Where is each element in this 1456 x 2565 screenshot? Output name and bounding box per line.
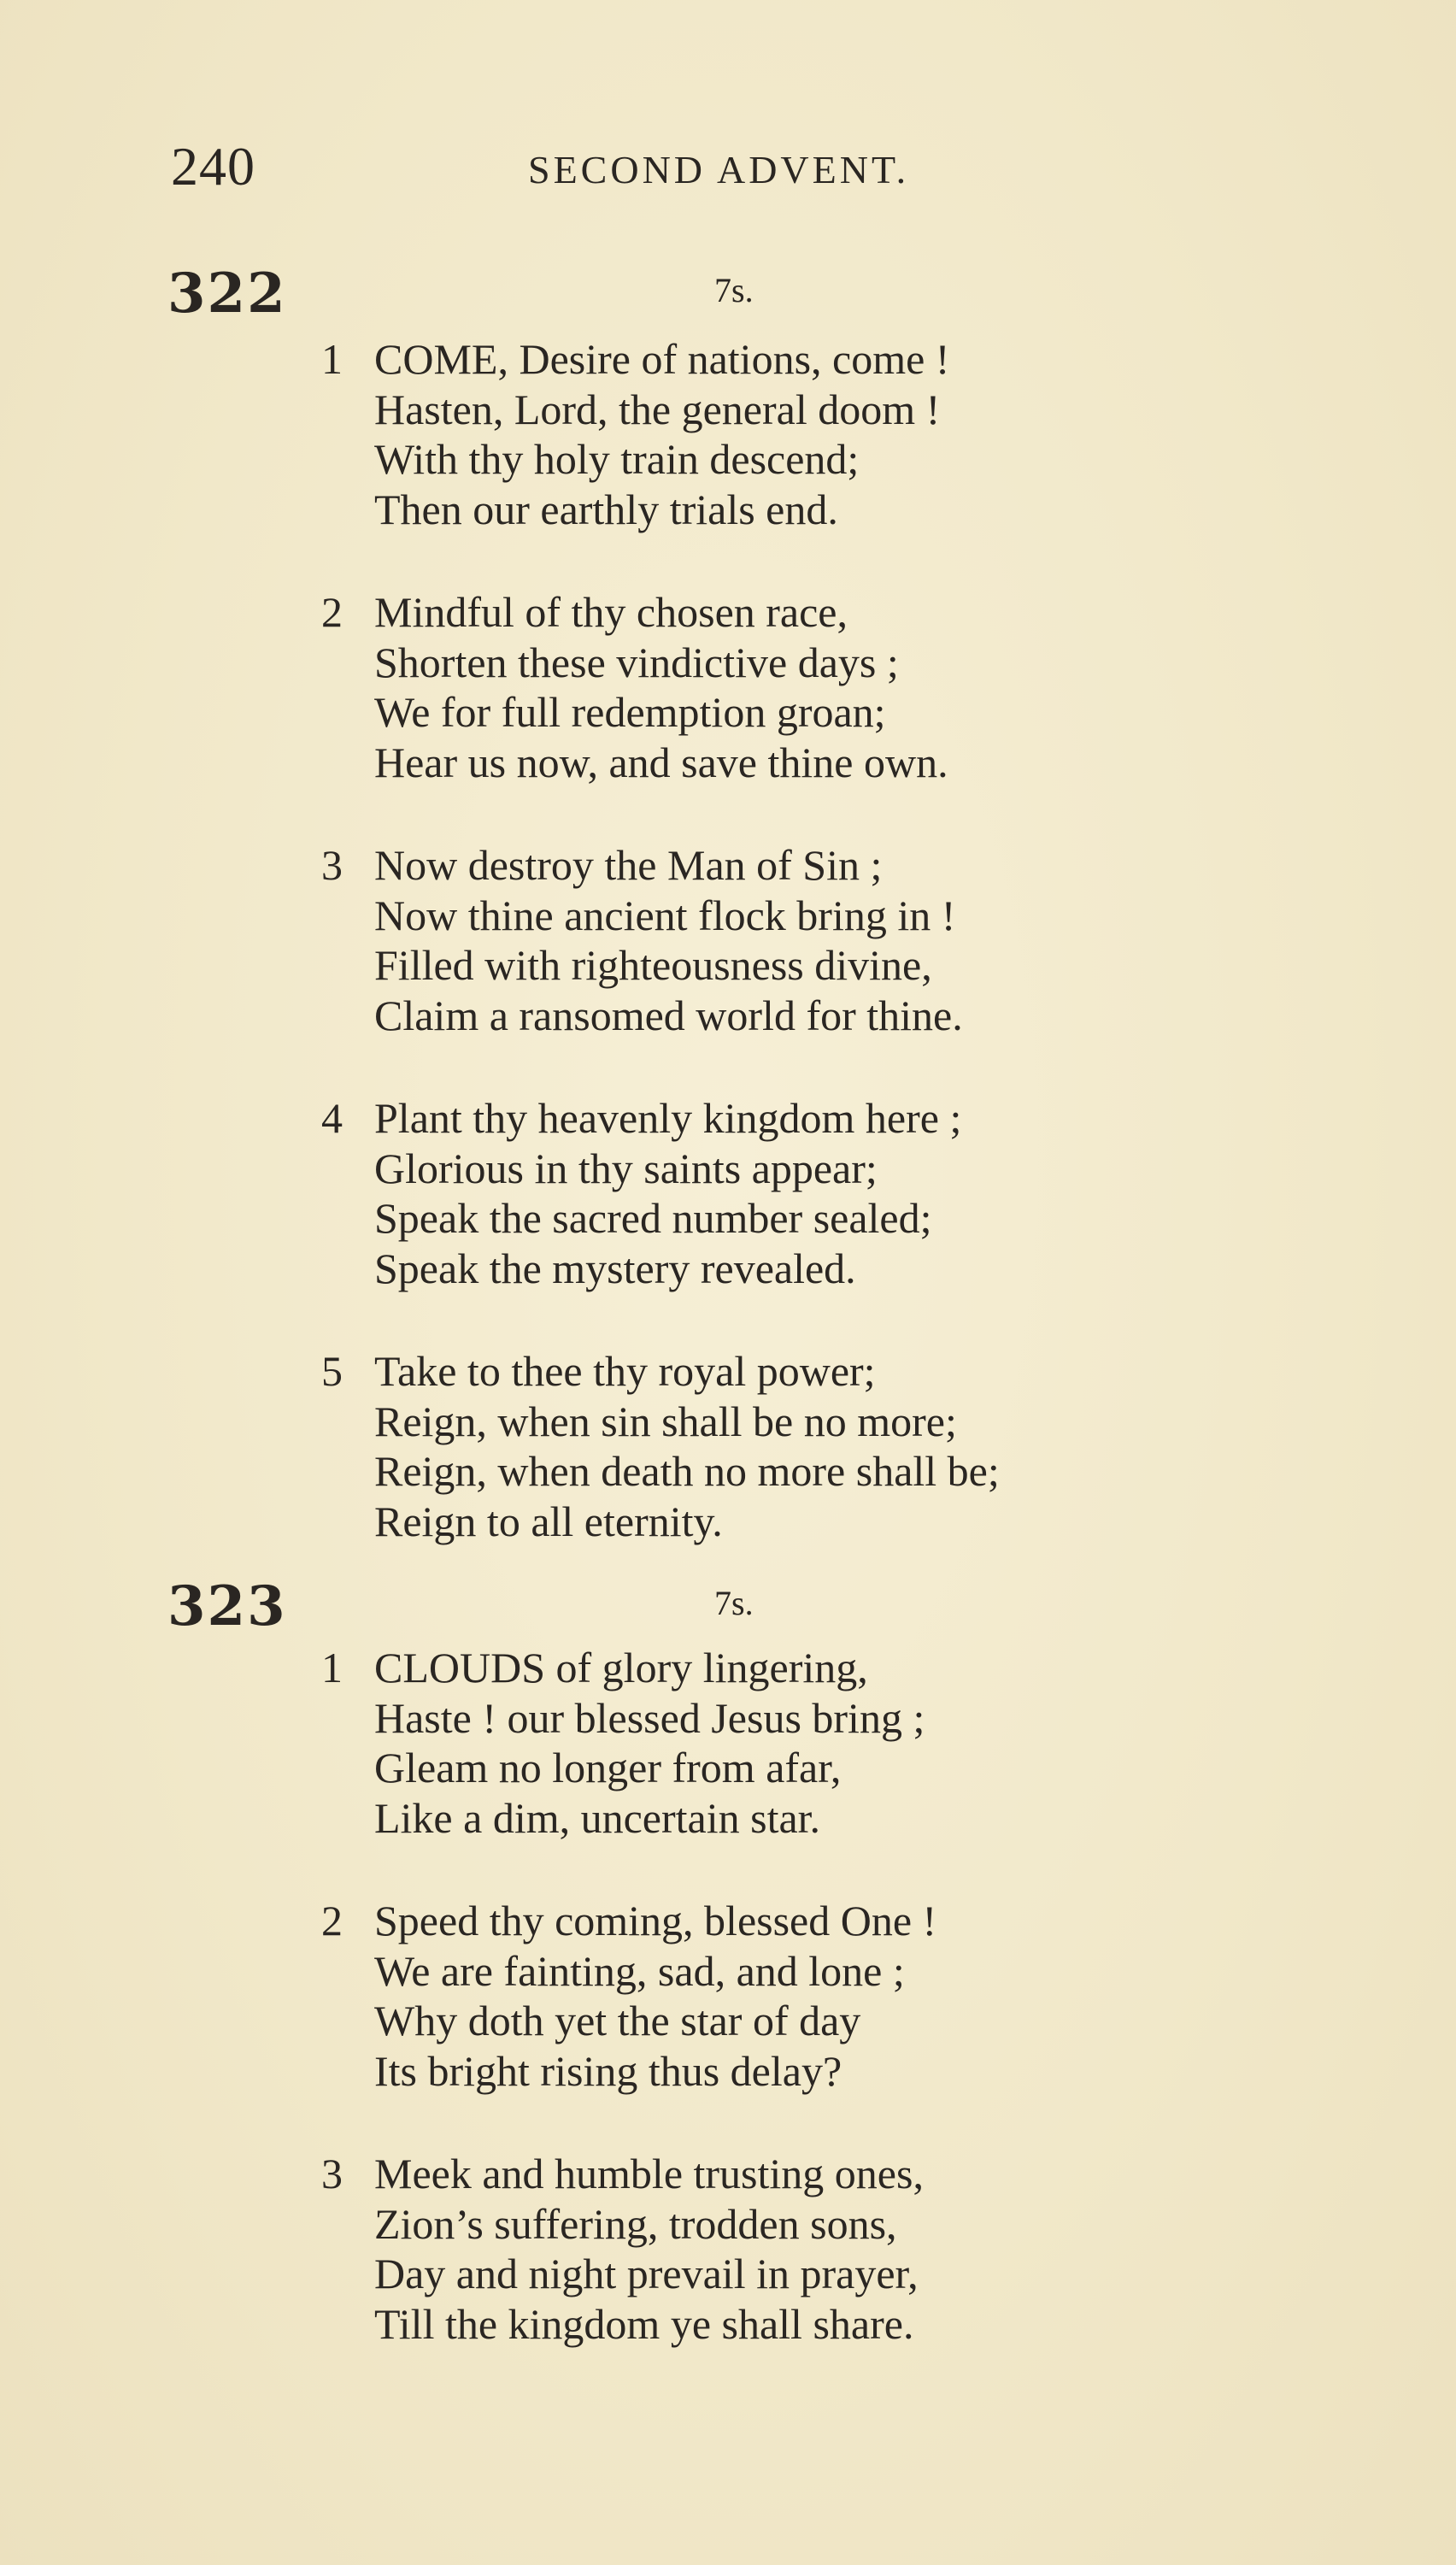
stanza-number: 5 — [321, 1347, 343, 1395]
verse-line: Its bright rising thus delay? — [374, 2046, 842, 2095]
hymn-meter: 7s. — [714, 271, 754, 309]
verse-line: Speak the sacred number sealed; — [374, 1194, 932, 1242]
stanza-number: 3 — [321, 2150, 343, 2197]
stanza-lines — [374, 1896, 936, 2096]
verse-line: Like a dim, uncertain star. — [374, 1793, 821, 1842]
verse-line: Filled with righteousness divine, — [374, 941, 932, 989]
verse-line: Then our earthly trials end. — [374, 485, 838, 533]
verse-line: Zion’s suffering, trodden sons, — [374, 2199, 897, 2248]
verse-line: Take to thee thy royal power; — [374, 1347, 876, 1395]
verse-line: Till the kingdom ye shall share. — [374, 2299, 914, 2348]
verse-line: We are fainting, sad, and lone ; — [374, 1946, 905, 1995]
stanza-lines — [374, 840, 963, 1040]
stanza-number: 3 — [321, 841, 343, 889]
verse-line: We for full redemption groan; — [374, 688, 886, 736]
verse-line: Hear us now, and save thine own. — [374, 738, 948, 786]
verse-line: Speak the mystery revealed. — [374, 1244, 856, 1292]
stanza-number: 4 — [321, 1094, 343, 1142]
page-header — [171, 135, 1196, 203]
verse-line: Now thine ancient flock bring in ! — [374, 891, 956, 939]
stanza-lines — [374, 334, 949, 534]
verse-line: Glorious in thy saints appear; — [374, 1144, 878, 1192]
verse-line: Now destroy the Man of Sin ; — [374, 841, 883, 889]
stanza-number: 2 — [321, 588, 343, 636]
stanza-lines — [374, 1346, 1000, 1546]
stanza-lines — [374, 1093, 961, 1293]
stanza-lines — [374, 1643, 925, 1843]
stanza-number: 1 — [321, 335, 343, 383]
verse-line: Day and night prevail in prayer, — [374, 2250, 919, 2297]
verse-line: Speed thy coming, blessed One ! — [374, 1897, 937, 1944]
stanza-lines — [374, 2149, 924, 2349]
verse-line: Reign, when death no more shall be; — [374, 1447, 1000, 1495]
verse-line: Reign, when sin shall be no more; — [374, 1397, 957, 1445]
stanza-lines — [374, 587, 948, 787]
verse-line: Shorten these vindictive days ; — [374, 638, 899, 686]
verse-line: COME, Desire of nations, come ! — [374, 335, 950, 383]
verse-line: Hasten, Lord, the general doom ! — [374, 385, 941, 433]
verse-line: Haste ! our blessed Jesus bring ; — [374, 1693, 925, 1742]
running-title: SECOND ADVENT. — [528, 148, 910, 191]
hymn-meter: 7s. — [714, 1584, 754, 1622]
verse-line: Meek and humble trusting ones, — [374, 2150, 924, 2197]
stanza-number: 2 — [321, 1897, 343, 1944]
verse-line: CLOUDS of glory lingering, — [374, 1644, 868, 1691]
page-number: 240 — [171, 136, 255, 197]
verse-line: With thy holy train descend; — [374, 435, 860, 483]
hymn-number: 323 — [167, 1574, 287, 1638]
verse-line: Claim a ransomed world for thine. — [374, 991, 963, 1039]
verse-line: Mindful of thy chosen race, — [374, 588, 848, 636]
verse-line: Why doth yet the star of day — [374, 1997, 861, 2044]
verse-line: Plant thy heavenly kingdom here ; — [374, 1094, 962, 1142]
verse-line: Gleam no longer from afar, — [374, 1744, 842, 1791]
verse-line: Reign to all eternity. — [374, 1497, 723, 1545]
hymn-number: 322 — [167, 262, 287, 326]
stanza-number: 1 — [321, 1644, 343, 1691]
